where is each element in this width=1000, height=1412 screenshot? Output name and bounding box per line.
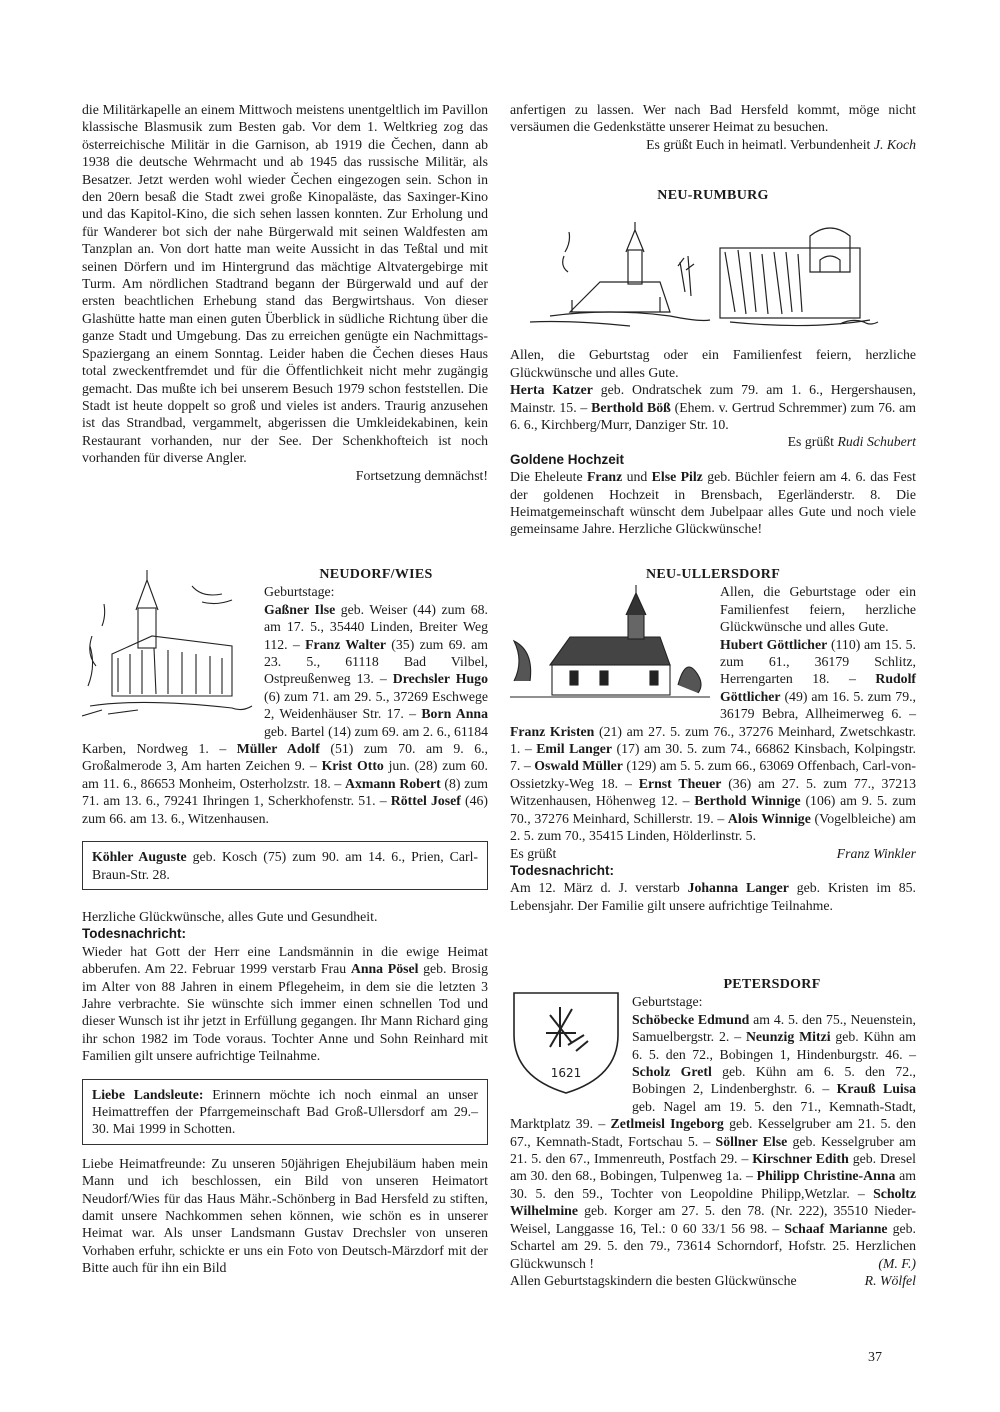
neu-rumburg-intro: Allen, die Geburtstag oder ein Familienfest feiern, herzliche Glückwünsche und alles Gute. <box>510 347 916 380</box>
koch-letter-end: anfertigen zu lassen. Wer nach Bad Hersfeld kommt, möge nicht versäumen die Gedenkstätte unserer Heimat zu besuchen. <box>510 102 916 135</box>
neu-rumburg-birthdays: Herta Katzer geb. Ondratschek zum 79. am 1. 6., Hergershausen, Mainstr. 15. – Berthold Böß (Ehem. v. Gertrud Schremmer) zum 76. am 6. 6., Kirchberg/Murr, Danziger Str. 10. <box>510 382 916 433</box>
landsleute-box: Liebe Landsleute: Erinnern möchte ich noch einmal an unser Heimattreffen der Pfarrgemeinschaft Bad Groß-Ullersdorf am 29.–30. Mai 1999 in Schotten. <box>82 1079 488 1145</box>
koch-greeting: Es grüßt Euch in heimatl. Verbundenheit J. Koch <box>646 136 916 152</box>
neu-ullersdorf-intro: Allen, die Geburtstage oder ein Familienfest feiern, herzliche Glückwünsche und alles Gute. <box>720 584 916 635</box>
petersdorf-closing: Allen Geburtstagskindern die besten Glückwünsche R. Wölfel <box>510 1272 916 1288</box>
neudorf-wishes: Herzliche Glückwünsche, alles Gute und Gesundheit. <box>82 908 378 924</box>
koehler-birthday-box: Köhler Auguste geb. Kosch (75) zum 90. am 14. 6., Prien, Carl-Braun-Str. 28. <box>82 841 488 890</box>
neudorf-illustration <box>82 566 254 721</box>
section-title-neu-ullersdorf: NEU-ULLERSDORF <box>645 567 781 582</box>
section-title-petersdorf: PETERSDORF <box>723 977 821 992</box>
koch-signature: J. Koch <box>873 136 916 152</box>
petersdorf-shield <box>510 985 622 1097</box>
neu-ullersdorf-death-heading: Todesnachricht: <box>510 862 615 878</box>
section-title-neudorf-wies: NEUDORF/WIES <box>319 567 433 582</box>
church-sketch-neudorf <box>82 566 254 721</box>
neu-ullersdorf-illustration <box>510 585 710 705</box>
left-column-top <box>82 101 488 484</box>
article-continuation-text: die Militärkapelle an einem Mittwoch meistens unentgeltlich im Pavillon klassische Blasmusik zum Besten gab. Vor dem 1. Weltkrieg zog das österreichische Militär in die Garnison, ab 1919 die Čechen, dann ab 1938 die deutsche Wehrmacht und ab 1945 das russische Militär, als Besatzer. Jetzt werden wohl wieder Čechen eingezogen sein. Schon in den 20ern besaß die Stadt zwei große Kinopaläste, das Saxinger-Kino und das Kapitol-Kino, die sich sehen lassen konnten. Zur Erholung und für Wanderer bot sich der nahe Bürgerwald mit seinen Waldfesten am Tanzplan an. Von dort hatte man weite Aussicht in das Teßtal und mit seinen Dörfern und im Hintergrund das mächtige Altvatergebirge mit Turm. Am nördlichen Stadtrand begann der Bürgerwald und auf der ersten beachtlichen Erhebung stand das Bergwirtshaus. Von dieser Glashütte hatte man einen guten Überblick in südliche Richtung über die ganze Stadt und Umgebung. Das zu erreichen genügte ein Nachmittags-Spaziergang an einem Sonntag. Leider haben die Čechen dieses Haus total zweckentfremdet und für die Öffentlichkeit nicht mehr zugängig gemacht. Das mußte ich bei unserem Besuch 1979 schon feststellen. Die Stadt ist heute doppelt so groß und vieles ist anders. Traurig anzusehen ist das Strandbad, vergammelt, abgerissen die Umkleidekabinen, kein Restaurant vorhanden, nur der See. Der Schenkhofteich ist noch vorhanden für diverse Angler. <box>82 102 488 466</box>
neu-ullersdorf-death-notice: Am 12. März d. J. verstarb Johanna Langer geb. Kristen im 85. Lebensjahr. Der Familie gilt unsere aufrichtige Teilnahme. <box>510 880 917 913</box>
neu-rumburg-greeting: Es grüßt Rudi Schubert <box>787 434 916 450</box>
neudorf-birthdays: Gaßner Ilse geb. Weiser (44) zum 68. am 17. 5., 35440 Linden, Breiter Weg 112. – Franz Walter (35) zum 69. am 23. 5., 61118 Bad Vilbel, Ostpreußenweg 13. – Drechsler Hugo (6) zum 71. am 29. 5., 37269 Eschwege 2, Weidenhäuser Str. 17. – Born Anna geb. Bartel (14) zum 69. am 2. 6., 61184 Karben, Nordweg 1. – Müller Adolf (51) zum 70. am 9. 6., Großalmerode 3, Am harten Zeichen 9. – Krist Otto jun. (28) zum 60. am 11. 6., 86653 Monheim, Osterholzstr. 18. – Axmann Robert (8) zum 71. am 13. 6., 79241 Ihringen 1, Scherkhofenstr. 51. – Röttel Josef (46) zum 66. am 13. 6., Witzenhausen. <box>82 601 489 826</box>
section-petersdorf <box>510 976 916 1289</box>
petersdorf-birthdays: Schöbecke Edmund am 4. 5. den 75., Neuenstein, Samuelbergstr. 2. – Neunzig Mitzi geb. Kühn am 6. 5. den 72., Bobingen 1, Hindenburgstr. 46. – Scholz Gretl geb. Kühn am 6. 5. den 72., Bobingen 2, Lindenberghstr. 6. – Krauß Luisa geb. Nagel am 19. 5. den 71., Kemnath-Stadt, Marktplatz 39. – Zetlmeisl Ingeborg geb. Kesselgruber am 21. 5. den 67., Kemnath-Stadt, Fortschau 5. – Söllner Else geb. Kesselgruber am 21. 5. den 67., Immenreuth, Postfach 29. – Kirschner Edith geb. Dresel am 30. den 68., Bobingen, Tulpenweg 1a. – Philipp Christine-Anna am 30. 5. den 59., Tochter von Leopoldine Philipp,Wetzlar. – Scholtz Wilhelmine geb. Korger am 27. 5. den 78. (Nr. 222), 35510 Nieder-Weisel, Langgasse 16, Tel.: 0 60 33/1 56 98. – Schaaf Marianne geb. Schartel am 29. 5. den 79., 73614 Schorndorf, Hofstr. 25. Herzlichen Glückwunsch ! (M. F.) <box>510 1011 917 1271</box>
neudorf-closing-letter: Liebe Heimatfreunde: Zu unseren 50jährigen Ehejubiläum haben mein Mann und ich beschlossen, ein Bild von unseren Heimatort Neudorf/Wies für das Haus Mähr.-Schönberg in Bad Hersfeld zu stiften, damit unsere Nachkommen sehen können, wie schön es in unserer Heimat war. Als unser Landsmann Gustav Drechsler von unseren Vorhaben erfuhr, schickte er uns ein Foto von Deutsch-Märzdorf mit der Bitte auch für ihn ein Bild <box>82 1155 488 1276</box>
church-sketch-ullersdorf <box>510 585 710 705</box>
shield-emblem-icon <box>510 985 622 1097</box>
neudorf-death-notice: Wieder hat Gott der Herr eine Landsmännin in die ewige Heimat abberufen. Am 22. Februar 1999 verstarb Frau Anna Pösel geb. Brosig im Alter von 88 Jahren in einem Pflegeheim, in dem sie die letzten 3 Jahre verbrachte. Sie wünschte sich immer einen schnellen Tod und dieser Wunsch ist ihr jetzt in Erfüllung gegangen. Ihr Mann Richard ging ihr schon 1982 im Tode voraus. Tochter Anne und Sohn Reinhard mit Familien gilt unsere aufrichtige Teilnahme. <box>82 943 488 1064</box>
neudorf-death-heading: Todesnachricht: <box>82 926 187 942</box>
right-column-top <box>510 101 916 153</box>
golden-wedding-heading: Goldene Hochzeit <box>510 451 625 467</box>
section-neu-ullersdorf <box>510 566 916 914</box>
neu-ullersdorf-greeting: Es grüßt Franz Winkler <box>510 845 916 861</box>
section-neudorf-wies <box>82 566 488 1277</box>
section-title-neu-rumburg: NEU-RUMBURG <box>657 188 769 203</box>
neu-rumburg-illustration <box>510 212 916 338</box>
golden-wedding-text: Die Eheleute Franz und Else Pilz geb. Büchler feiern am 4. 6. das Fest der goldenen Hochzeit in Brensbach, Egerländerstr. 8. Die Heimatgemeinschaft wünscht dem Jubelpaar alles Gute und noch viele gemeinsame Jahre. Herzliche Glückwünsche! <box>510 469 917 537</box>
neudorf-birthdays-label: Geburtstage: <box>264 584 335 600</box>
petersdorf-birthdays-label: Geburtstage: <box>632 994 703 1010</box>
section-neu-rumburg <box>510 187 916 538</box>
neu-ullersdorf-birthdays: Hubert Göttlicher (110) am 15. 5. zum 61., 36179 Schlitz, Herrengarten 18. – Rudolf Göttlicher (49) am 16. 5. zum 79., 36179 Bebra, Allheimerweg 6. – Franz Kristen (21) am 27. 5. zum 76., 37276 Meinhard, Zwetschkastr. 1. – Emil Langer (17) am 30. 5. zum 74., 66862 Kinsbach, Kolpingstr. 7. – Oswald Müller (129) am 5. 5. zum 66., 63069 Offenbach, Carl-von-Ossietzky-Weg 18. – Ernst Theuer (36) am 27. 5. zum 77., 37213 Witzenhausen, Höhenweg 12. – Berthold Winnige (106) am 9. 5. zum 70., 37276 Meinhard, Schillerstr. 19. – Alois Winnige (Vogelbleiche) am 2. 5. zum 70., 35415 Linden, Hölderlinstr. 5. <box>510 636 917 844</box>
page-number: 37 <box>868 1350 882 1365</box>
church-chapel-sketch <box>510 212 916 338</box>
shield-year: 1621 <box>550 1066 582 1081</box>
continuation-note: Fortsetzung demnächst! <box>355 467 488 483</box>
